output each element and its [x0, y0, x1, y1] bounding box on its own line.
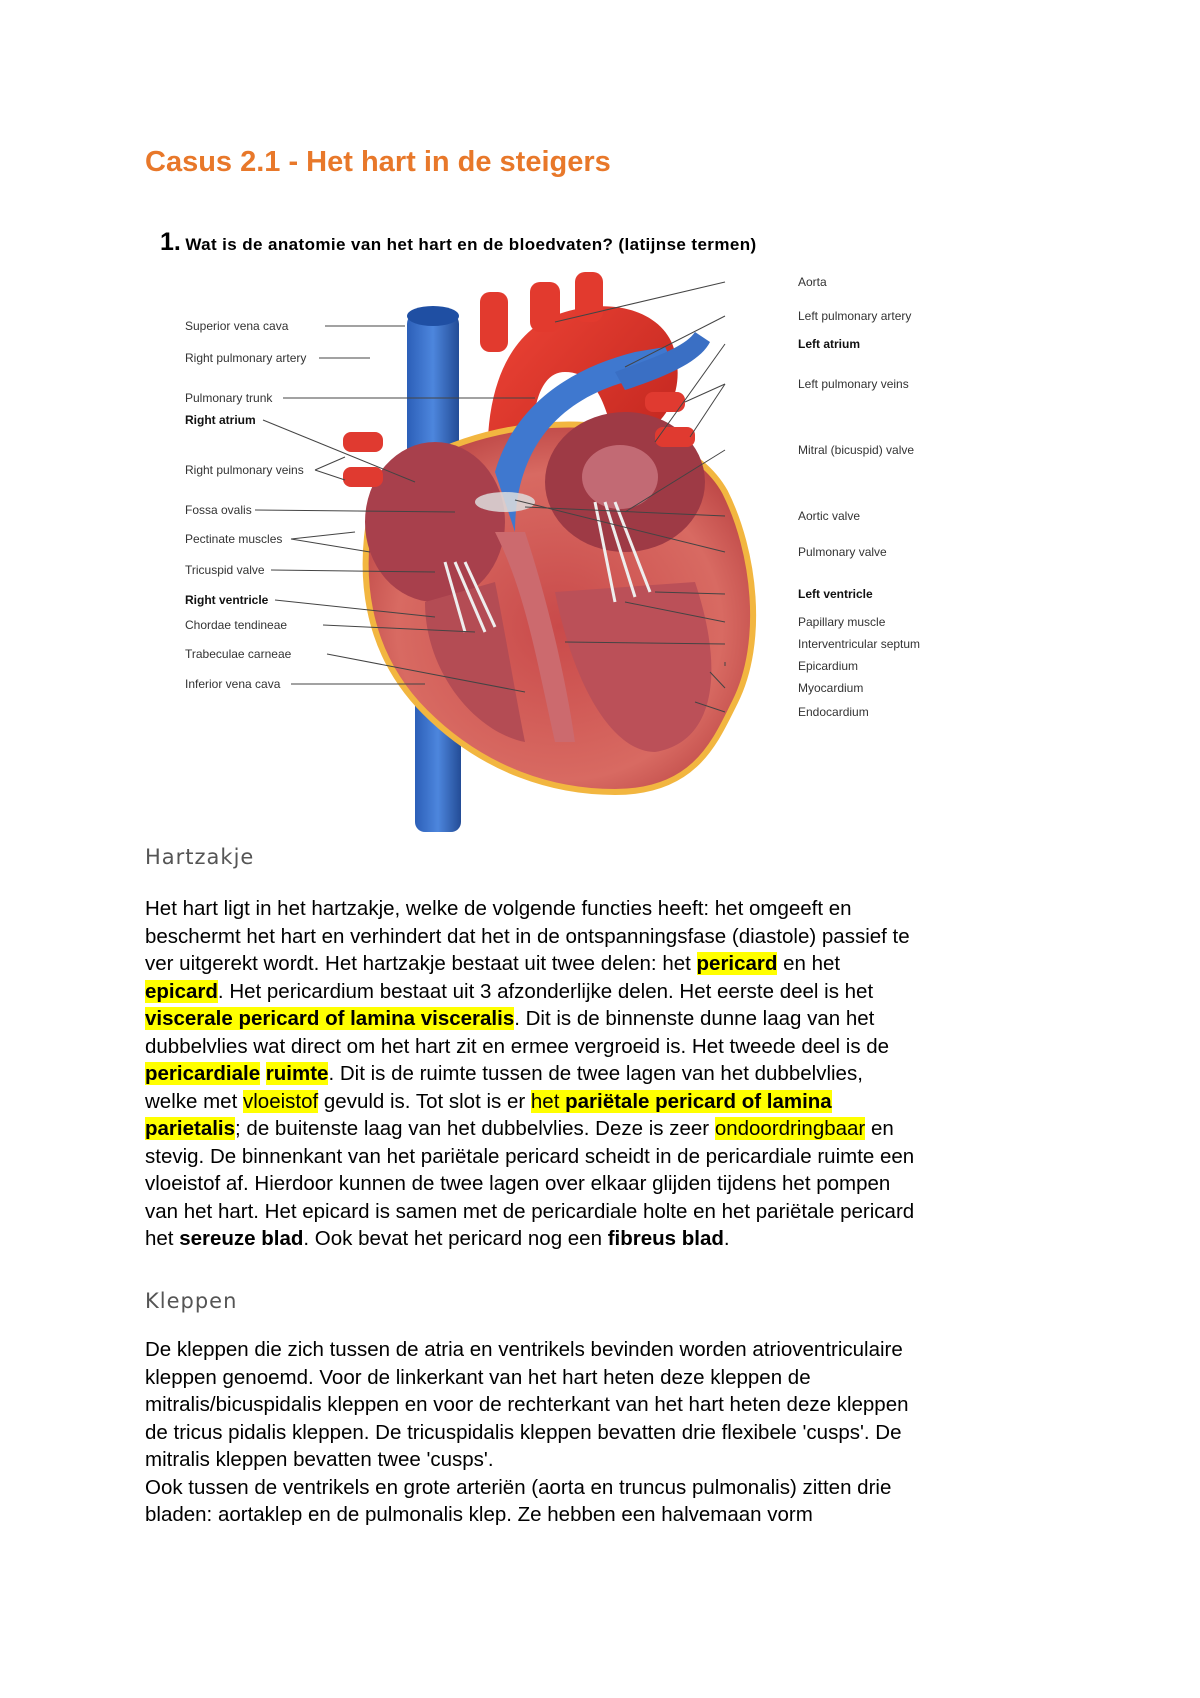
text-line: stevig. De binnenkant van het pariëtale pericard scheidt in de pericardiale ruimte een — [145, 1144, 915, 1168]
label-right-pulmonary-artery: Right pulmonary artery — [185, 351, 307, 365]
label-epicardium: Epicardium — [798, 659, 859, 673]
text-line: beschermt het hart en verhindert dat het in de ontspanningsfase (diastole) passief te — [145, 924, 910, 948]
paragraph-hartzakje — [145, 895, 1075, 1253]
text-line: ver uitgerekt wordt. Het hartzakje bestaat uit twee delen: het pericard en het — [145, 952, 841, 975]
label-pectinate-muscles: Pectinate muscles — [185, 532, 283, 546]
text-line: parietalis; de buitenste laag van het dubbelvlies. Deze is zeer ondoordringbaar en — [145, 1117, 894, 1140]
highlight-parietalis: parietalis — [145, 1117, 236, 1140]
document-title: Casus 2.1 - Het hart in de steigers — [145, 146, 611, 178]
text-line: dubbelvlies wat direct om het hart zit en ermee vergroeid is. Het tweede deel is de — [145, 1034, 890, 1058]
highlight-pericard: pericard — [696, 952, 778, 975]
question-text: Wat is de anatomie van het hart en de bloedvaten? (latijnse termen) — [185, 235, 757, 254]
label-aorta: Aorta — [798, 275, 827, 289]
highlight-epicard: epicard — [145, 979, 218, 1003]
highlight-viscerale-pericard: viscerale pericard of lamina visceralis — [145, 1007, 515, 1030]
label-left-pulmonary-artery: Left pulmonary artery — [798, 309, 912, 323]
section-heading-hartzakje: Hartzakje — [145, 845, 255, 869]
label-tricuspid-valve: Tricuspid valve — [185, 563, 265, 577]
text-line: viscerale pericard of lamina visceralis. Dit is de binnenste dunne laag van het — [145, 1007, 875, 1030]
label-mitral-valve: Mitral (bicuspid) valve — [798, 443, 915, 457]
text-line: kleppen genoemd. Voor de linkerkant van het hart heten deze kleppen de — [145, 1365, 811, 1389]
label-superior-vena-cava: Superior vena cava — [185, 319, 289, 333]
text-line: welke met vloeistof gevuld is. Tot slot is er het pariëtale pericard of lamina — [145, 1089, 832, 1113]
text-line: mitralis kleppen bevatten twee 'cusps'. — [145, 1448, 494, 1471]
text-line: pericardiale ruimte. Dit is de ruimte tussen de twee lagen van het dubbelvlies, — [145, 1062, 863, 1085]
label-myocardium: Myocardium — [798, 681, 864, 695]
label-left-pulmonary-veins: Left pulmonary veins — [798, 377, 909, 391]
highlight-ruimte: ruimte — [265, 1062, 329, 1085]
section-heading-kleppen: Kleppen — [145, 1289, 238, 1313]
bold-fibreus-blad: fibreus blad — [607, 1227, 724, 1250]
label-right-ventricle: Right ventricle — [185, 593, 269, 607]
label-right-atrium: Right atrium — [185, 413, 256, 427]
text-line: Het hart ligt in het hartzakje, welke de volgende functies heeft: het omgeeft en — [145, 897, 852, 920]
text-line: bladen: aortaklep en de pulmonalis klep. Ze hebben een halvemaan vorm — [145, 1503, 813, 1526]
text-line: De kleppen die zich tussen de atria en ventrikels bevinden worden atrioventriculaire — [145, 1338, 903, 1361]
label-fossa-ovalis: Fossa ovalis — [185, 503, 252, 517]
right-atrium-shape — [365, 442, 505, 602]
text-line: Ook tussen de ventrikels en grote arteriën (aorta en truncus pulmonalis) zitten drie — [145, 1475, 892, 1499]
text-line: epicard. Het pericardium bestaat uit 3 afzonderlijke delen. Het eerste deel is het — [145, 979, 874, 1003]
label-left-ventricle: Left ventricle — [798, 587, 873, 601]
text-line: de tricus pidalis kleppen. De tricuspidalis kleppen bevatten drie flexibele 'cusps'. De — [145, 1420, 902, 1444]
heart-anatomy-figure — [185, 272, 955, 832]
label-endocardium: Endocardium — [798, 705, 869, 719]
label-chordae-tendineae: Chordae tendineae — [185, 618, 288, 632]
highlight-parietale-pericard: pariëtale pericard of lamina — [565, 1089, 832, 1113]
question-1 — [160, 228, 757, 257]
text-line: het sereuze blad. Ook bevat het pericard nog een fibreus blad. — [145, 1227, 730, 1250]
paragraph-kleppen — [145, 1336, 1075, 1529]
label-papillary-muscle: Papillary muscle — [798, 615, 886, 629]
question-number: 1. — [160, 228, 181, 256]
label-pulmonary-trunk: Pulmonary trunk — [185, 391, 273, 405]
bold-sereuze-blad: sereuze blad — [179, 1227, 304, 1250]
highlight-vloeistof: vloeistof — [242, 1089, 319, 1113]
label-pulmonary-valve: Pulmonary valve — [798, 545, 887, 559]
label-inferior-vena-cava: Inferior vena cava — [185, 677, 281, 691]
text-line: vloeistof af. Hierdoor kunnen de twee lagen over elkaar glijden tijdens het pompen — [145, 1172, 891, 1195]
label-right-pulmonary-veins: Right pulmonary veins — [185, 463, 304, 477]
label-trabeculae-carneae: Trabeculae carneae — [185, 647, 292, 661]
label-left-atrium: Left atrium — [798, 337, 861, 351]
label-interventricular-septum: Interventricular septum — [798, 637, 921, 651]
text-line: van het hart. Het epicard is samen met de pericardiale holte en het pariëtale pericard — [145, 1199, 915, 1223]
highlight-pericardiale: pericardiale — [145, 1062, 261, 1085]
label-aortic-valve: Aortic valve — [798, 509, 861, 523]
highlight-ondoordringbaar: ondoordringbaar — [714, 1117, 866, 1140]
text-line: mitralis/bicuspidalis kleppen en voor de rechterkant van het hart heten deze kleppen — [145, 1393, 909, 1416]
